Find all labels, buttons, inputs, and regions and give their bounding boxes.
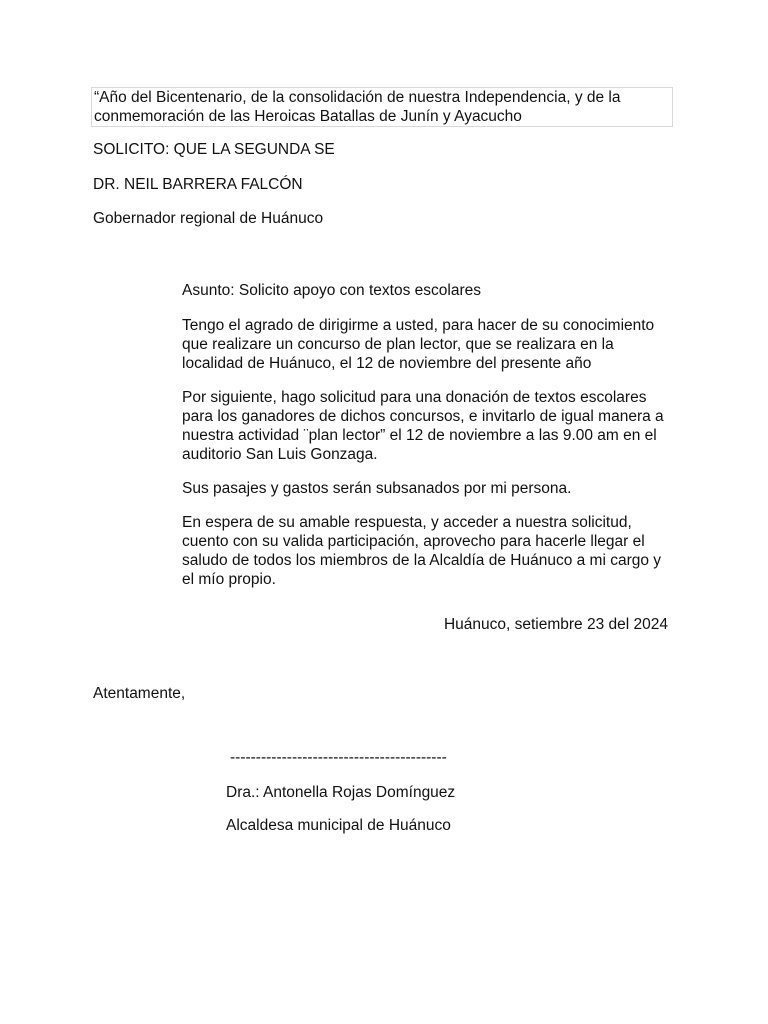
place-date: Huánuco, setiembre 23 del 2024: [443, 616, 668, 633]
solicito-line: SOLICITO: QUE LA SEGUNDA SE: [93, 141, 335, 158]
closing: Atentamente,: [93, 685, 186, 702]
recipient-title: Gobernador regional de Huánuco: [93, 210, 324, 227]
paragraph-3: Sus pasajes y gastos serán subsanados por mi persona.: [182, 480, 572, 497]
paragraph-4: En espera de su amable respuesta, y acceder a nuestra solicitud, cuento con su valida participación, aprovecho para hacerle llegar el saludo de todos los miembros de la Alcaldía de Huánuco a mi cargo y el mío propio.: [182, 514, 662, 588]
subject-line: Asunto: Solicito apoyo con textos escolares: [182, 282, 481, 299]
header-motto: “Año del Bicentenario, de la consolidación de nuestra Independencia, y de la conmemoración de las Heroicas Batallas de Junín y Ayacucho: [91, 87, 673, 127]
signer-name: Dra.: Antonella Rojas Domínguez: [226, 784, 456, 801]
paragraph-1: Tengo el agrado de dirigirme a usted, para hacer de su conocimiento que realizare un concurso de plan lector, que se realizara en la localidad de Huánuco, el 12 de noviembre del presente año: [182, 317, 655, 372]
recipient-name: DR. NEIL BARRERA FALCÓN: [93, 176, 303, 193]
signature-line: ------------------------------------------: [230, 749, 447, 766]
paragraph-2: Por siguiente, hago solicitud para una donación de textos escolares para los ganadores de dichos concursos, e invitarlo de igual manera a nuestra actividad ¨plan lector” el 12 de noviembre a las 9.00 am en el auditorio San Luis Gonzaga.: [182, 389, 664, 463]
signer-title: Alcaldesa municipal de Huánuco: [226, 817, 451, 834]
